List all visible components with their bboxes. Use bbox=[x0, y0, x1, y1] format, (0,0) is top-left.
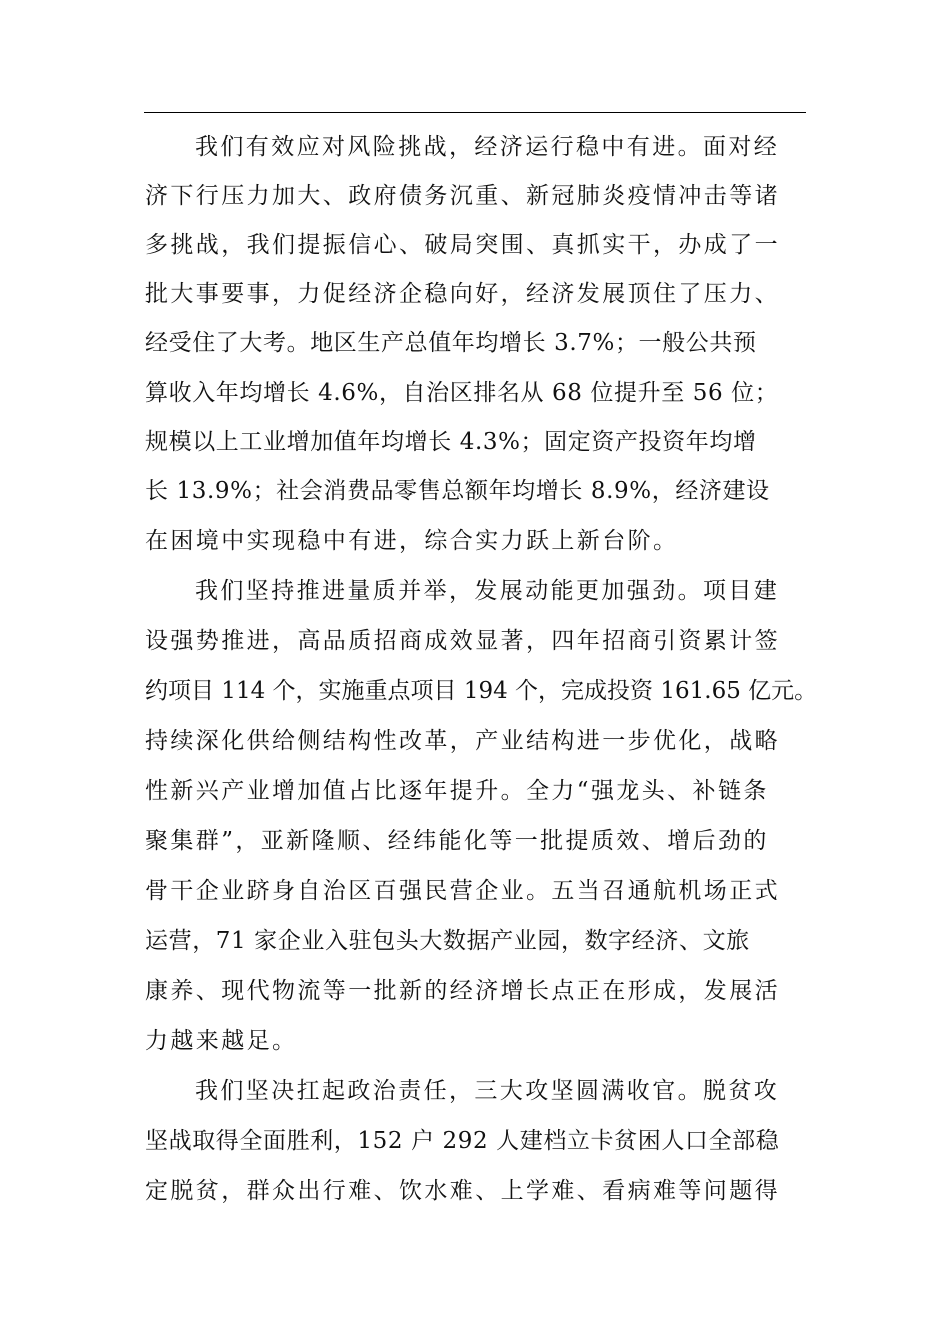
header-rule bbox=[144, 112, 806, 113]
paragraph-2-line-3: 约项目 114 个，实施重点项目 194 个，完成投资 161.65 亿元。 bbox=[145, 678, 818, 704]
paragraph-2-line-2: 设强势推进，高品质招商成效显著，四年招商引资累计签 bbox=[145, 628, 780, 654]
paragraph-3-line-3: 定脱贫，群众出行难、饮水难、上学难、看病难等问题得 bbox=[145, 1178, 780, 1204]
paragraph-2-line-8: 运营，71 家企业入驻包头大数据产业园，数字经济、文旅 bbox=[145, 928, 750, 954]
paragraph-3-line-1: 我们坚决扛起政治责任，三大攻坚圆满收官。脱贫攻 bbox=[195, 1078, 780, 1104]
paragraph-2-line-7: 骨干企业跻身自治区百强民营企业。五当召通航机场正式 bbox=[145, 878, 780, 904]
paragraph-1-line-7: 规模以上工业增加值年均增长 4.3%；固定资产投资年均增 bbox=[145, 429, 757, 455]
paragraph-2-line-6: 聚集群”，亚新隆顺、经纬能化等一批提质效、增后劲的 bbox=[145, 828, 769, 854]
paragraph-2-line-5: 性新兴产业增加值占比逐年提升。全力“强龙头、补链条 bbox=[145, 778, 769, 804]
paragraph-1-line-6: 算收入年均增长 4.6%，自治区排名从 68 位提升至 56 位； bbox=[145, 380, 779, 406]
paragraph-1-line-1: 我们有效应对风险挑战，经济运行稳中有进。面对经 bbox=[195, 134, 780, 160]
paragraph-2-line-9: 康养、现代物流等一批新的经济增长点正在形成，发展活 bbox=[145, 978, 780, 1004]
paragraph-1-line-9: 在困境中实现稳中有进，综合实力跃上新台阶。 bbox=[145, 528, 679, 554]
paragraph-1-line-5: 经受住了大考。地区生产总值年均增长 3.7%；一般公共预 bbox=[145, 330, 757, 356]
paragraph-2-line-10: 力越来越足。 bbox=[145, 1028, 298, 1054]
paragraph-3-line-2: 坚战取得全面胜利，152 户 292 人建档立卡贫困人口全部稳 bbox=[145, 1128, 780, 1154]
paragraph-1-line-2: 济下行压力加大、政府债务沉重、新冠肺炎疫情冲击等诸 bbox=[145, 183, 780, 209]
paragraph-2-line-1: 我们坚持推进量质并举，发展动能更加强劲。项目建 bbox=[195, 578, 780, 604]
paragraph-1-line-8: 长 13.9%；社会消费品零售总额年均增长 8.9%，经济建设 bbox=[145, 478, 770, 504]
paragraph-1-line-4: 批大事要事，力促经济企稳向好，经济发展顶住了压力、 bbox=[145, 281, 780, 307]
paragraph-2-line-4: 持续深化供给侧结构性改革，产业结构进一步优化，战略 bbox=[145, 728, 780, 754]
paragraph-1-line-3: 多挑战，我们提振信心、破局突围、真抓实干，办成了一 bbox=[145, 232, 780, 258]
